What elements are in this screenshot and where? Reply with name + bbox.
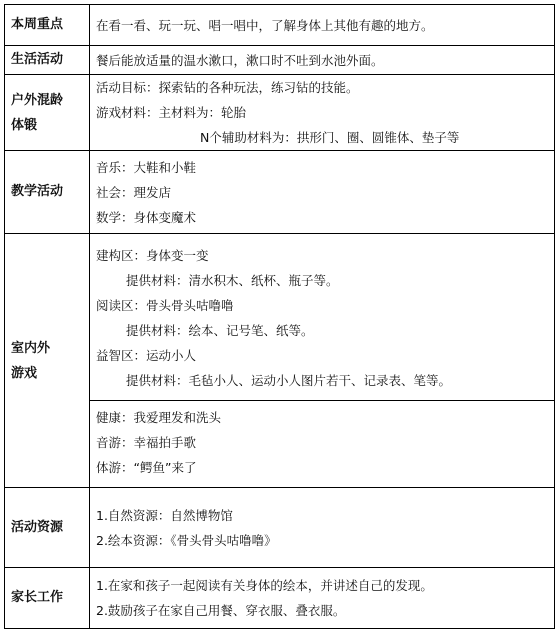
games-other — [90, 401, 554, 480]
table-row-life-activity — [5, 46, 555, 75]
table-row-teaching — [5, 151, 555, 234]
content-line: N个辅助材料为：拱形门、圈、圆锥体、垫子等 — [200, 130, 460, 145]
row-label — [5, 234, 90, 488]
row-label: 家长工作 — [5, 568, 90, 629]
content-line: 游戏材料：主材料为：轮胎 — [96, 105, 247, 120]
outdoor-exercise-text — [90, 75, 555, 151]
table-row-parents — [5, 568, 555, 629]
content-line: 健康：我爱理发和洗头 — [96, 410, 222, 425]
content-line: 餐后能放适量的温水漱口，漱口时不吐到水池外面。 — [96, 52, 384, 68]
table-row-games — [5, 234, 555, 488]
table-row-resources — [5, 488, 555, 568]
row-label: 教学活动 — [5, 151, 90, 234]
content-line: 活动目标：探索钻的各种玩法，练习钻的技能。 — [96, 80, 359, 95]
content-line: 在看一看、玩一玩、唱一唱中，了解身体上其他有趣的地方。 — [96, 17, 434, 33]
games-areas — [90, 241, 554, 401]
teaching-text — [90, 151, 555, 234]
resources-text — [90, 488, 555, 568]
table-row-weekly-focus — [5, 5, 555, 46]
label-line: 体锻 — [11, 117, 38, 133]
content-line: 1.在家和孩子一起阅读有关身体的绘本，并讲述自己的发现。 — [96, 578, 433, 593]
label-line: 游戏 — [11, 365, 38, 381]
games-text — [90, 234, 555, 488]
content-line: 1.自然资源：自然博物馆 — [96, 507, 233, 523]
content-line: 社会：理发店 — [96, 184, 172, 200]
row-label: 生活活动 — [5, 46, 90, 75]
content-line: 2.鼓励孩子在家自己用餐、穿衣服、叠衣服。 — [96, 603, 346, 618]
row-label — [5, 75, 90, 151]
content-line: 音乐：大鞋和小鞋 — [96, 159, 197, 175]
row-label: 活动资源 — [5, 488, 90, 568]
life-activity-text — [90, 46, 555, 75]
weekly-plan-table — [4, 4, 555, 629]
content-line: 益智区：运动小人 — [96, 348, 197, 363]
content-line: 提供材料：毛毡小人、运动小人图片若干、记录表、笔等。 — [126, 373, 452, 388]
content-line: 提供材料：绘本、记号笔、纸等。 — [126, 323, 314, 338]
content-line: 音游：幸福拍手歌 — [96, 435, 197, 450]
table-row-outdoor-exercise — [5, 75, 555, 151]
content-line: 体游：“鳄鱼”来了 — [96, 460, 197, 475]
content-line: 建构区：身体变一变 — [96, 248, 209, 263]
weekly-focus-text — [90, 5, 555, 46]
content-line: 2.绘本资源：《骨头骨头咕噜噜》 — [96, 532, 277, 548]
content-line: 提供材料：清水积木、纸杯、瓶子等。 — [126, 273, 339, 288]
row-label: 本周重点 — [5, 5, 90, 46]
label-line: 室内外 — [11, 340, 51, 356]
content-line: 阅读区：骨头骨头咕噜噜 — [96, 298, 234, 313]
label-line: 户外混龄 — [11, 92, 64, 108]
parents-text — [90, 568, 555, 629]
content-line: 数学：身体变魔术 — [96, 209, 197, 225]
